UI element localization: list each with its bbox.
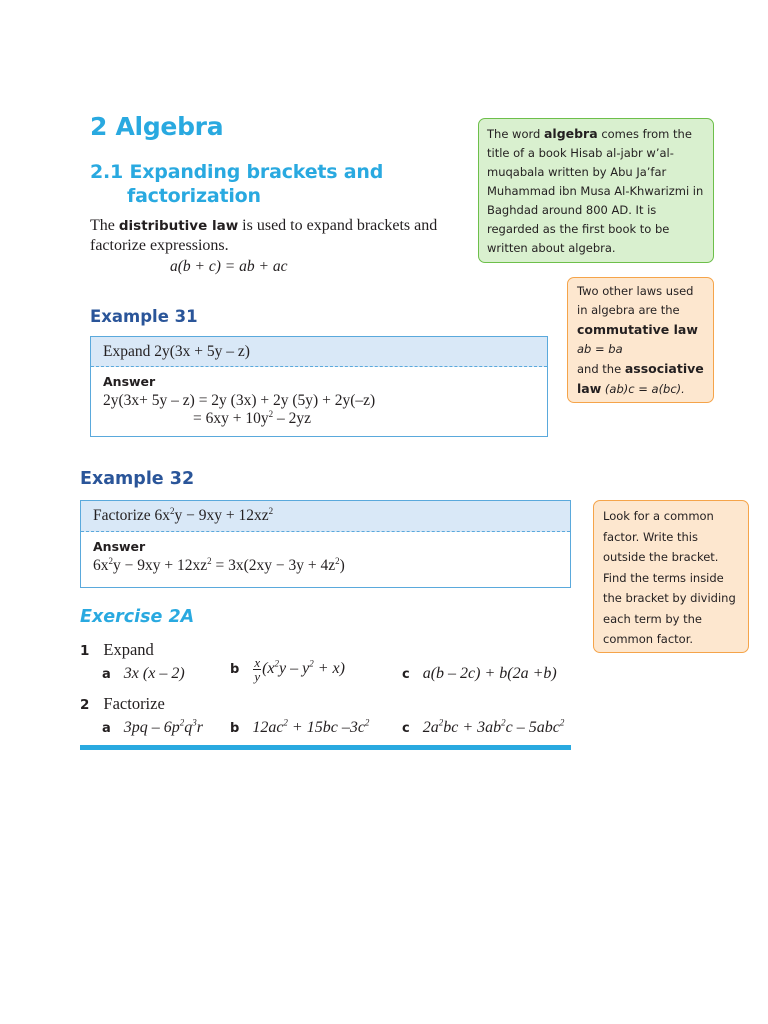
ex32-a-e3: 2 <box>335 555 340 566</box>
q2-c-expression <box>423 719 565 736</box>
history-note <box>478 118 714 263</box>
history-note-end: comes from the title of a book Hisab al-jabr w’al-muqabala written by Abu Ja’far Muhammad ibn Musa Al-Khwarizmi in Baghdad around 800 AD. It is regarded as the first book to be written about algebra. <box>487 127 704 255</box>
section-title-line1: 2.1 Expanding brackets and <box>90 161 384 183</box>
q1-b-denominator: y <box>254 669 261 684</box>
q1-a-label: a <box>102 667 111 682</box>
q2-c-label: c <box>402 721 410 736</box>
distributive-law-term: distributive law <box>118 218 239 234</box>
q1-b-label: b <box>230 662 240 677</box>
ex32-q-a: Factorize 6x <box>93 507 171 524</box>
q2-b-a: 12ac <box>252 719 284 736</box>
ex32-q-e1: 2 <box>170 505 175 516</box>
q1-title: Expand <box>103 640 154 659</box>
laws-note-intro: Two other laws used in algebra are the <box>577 284 694 317</box>
example31-answer-line1: 2y(3x+ 5y – z) = 2y (3x) + 2y (5y) + 2y(–z) <box>103 392 376 409</box>
example32-question <box>81 501 570 532</box>
q2-c-e2: 2 <box>501 717 506 728</box>
ex31-l2-b: – 2yz <box>273 410 311 427</box>
commutative-law-formula: ab = ba <box>577 342 623 356</box>
ex32-a-a: 6x <box>93 557 109 574</box>
q2-b-expression <box>252 719 369 736</box>
q1-b-numerator: x <box>254 655 261 670</box>
ex32-a-b: y − 9xy + 12xz <box>113 557 208 574</box>
distributive-law-formula: a(b + c) = ab + ac <box>170 258 288 275</box>
example31-answer <box>91 367 547 434</box>
ex32-a-d: ) <box>339 557 345 574</box>
ex31-l2-a: = 6xy + 10y <box>193 410 269 427</box>
common-factor-tip: Look for a common factor. Write this outside the bracket. Find the terms inside the bracket by dividing each term by the common factor. <box>593 500 749 653</box>
q1-b-b: y – y <box>279 660 310 678</box>
example32-heading: Example 32 <box>80 469 195 489</box>
intro-text-end: is used to expand brackets and factorize expressions. <box>90 217 438 254</box>
commutative-law-term: commutative law <box>577 322 698 337</box>
q2-c-a: 2a <box>422 719 439 736</box>
example31-box <box>90 336 548 437</box>
q2-a-c: r <box>196 719 204 736</box>
ex32-q-b: y − 9xy + 12xz <box>174 507 269 524</box>
ex31-l2-exp: 2 <box>268 408 274 419</box>
q2-a-a: 3pq – 6p <box>123 719 180 736</box>
section-title-line2: factorization <box>127 185 261 207</box>
bottom-rule <box>80 745 571 750</box>
q1-number: 1 <box>80 643 90 659</box>
section-title <box>90 160 383 208</box>
q2-b-label: b <box>230 721 240 736</box>
q1-b-a: (x <box>262 660 275 678</box>
ex32-a-e1: 2 <box>108 555 113 566</box>
q2-c-e3: 2 <box>559 717 565 728</box>
laws-note <box>567 277 714 403</box>
q1-b-e2: 2 <box>309 658 314 669</box>
q1-b-expression <box>253 655 345 684</box>
q2-a-expression <box>124 719 203 736</box>
q2-a-e2: 3 <box>192 717 197 728</box>
exercise-question-2 <box>80 694 580 742</box>
intro-text-start: The <box>90 217 119 234</box>
ex32-a-c: = 3x(2xy − 3y + 4z <box>211 557 336 574</box>
answer-label: Answer <box>103 374 156 389</box>
q2-c-e1: 2 <box>438 717 444 728</box>
q2-a-e1: 2 <box>179 717 185 728</box>
q1-b-fraction <box>253 656 261 683</box>
example32-answer <box>81 532 570 581</box>
q2-number: 2 <box>80 697 90 713</box>
intro-paragraph <box>90 216 470 256</box>
answer-label: Answer <box>93 539 146 554</box>
q2-b-b: + 15bc –3c <box>287 719 365 736</box>
q2-c-c: c – 5abc <box>505 719 560 736</box>
q1-b-c: + x) <box>313 660 345 678</box>
q2-c-b: bc + 3ab <box>443 719 502 736</box>
history-note-start: The word <box>487 127 544 141</box>
example32-box <box>80 500 571 588</box>
associative-law-formula: (ab)c = a(bc). <box>601 382 685 396</box>
chapter-title: 2 Algebra <box>90 112 224 141</box>
ex32-a-e2: 2 <box>207 555 212 566</box>
exercise-title: Exercise 2A <box>80 607 195 627</box>
q1-a-expression: 3x (x – 2) <box>123 665 185 682</box>
example31-heading: Example 31 <box>90 307 198 326</box>
laws-note-and: and the <box>577 362 625 376</box>
example31-answer-line2 <box>103 410 535 428</box>
example32-answer-line <box>93 557 558 575</box>
q2-a-b: q <box>184 719 193 736</box>
q1-b-e1: 2 <box>274 658 280 669</box>
q2-title: Factorize <box>103 694 165 713</box>
q2-b-e1: 2 <box>283 717 288 728</box>
q2-a-label: a <box>102 721 111 736</box>
q2-b-e2: 2 <box>364 717 370 728</box>
q1-c-expression: a(b – 2c) + b(2a +b) <box>422 665 557 682</box>
q1-c-label: c <box>402 667 410 682</box>
ex32-q-e2: 2 <box>268 505 274 516</box>
example31-question: Expand 2y(3x + 5y – z) <box>91 337 547 367</box>
algebra-term: algebra <box>543 126 598 141</box>
exercise-question-1 <box>80 640 580 692</box>
associative-law-term: associative law <box>577 361 704 396</box>
